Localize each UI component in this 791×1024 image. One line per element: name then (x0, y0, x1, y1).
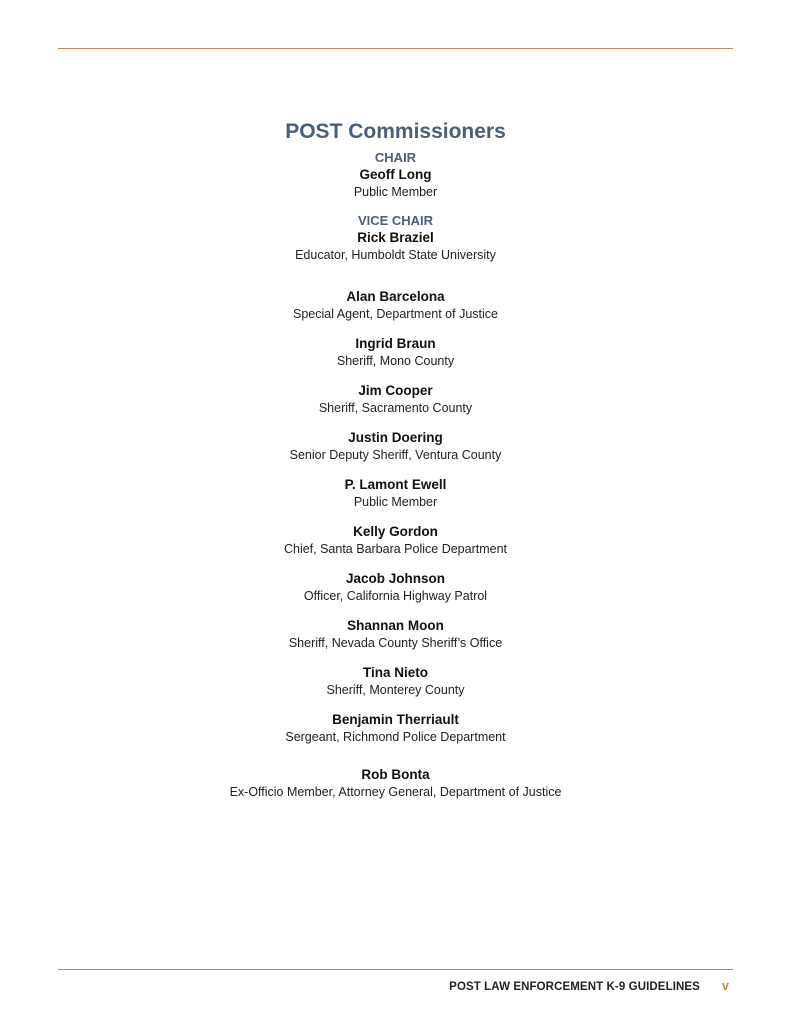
member-name: Jim Cooper (358, 383, 433, 398)
member-entry (0, 664, 791, 699)
member-name: Rob Bonta (361, 767, 430, 782)
member-name: Jacob Johnson (345, 571, 445, 586)
member-name: Tina Nieto (362, 665, 428, 680)
member-entry (0, 382, 791, 417)
member-title: Special Agent, Department of Justice (293, 307, 498, 321)
member-entry (0, 429, 791, 464)
member-entry (0, 523, 791, 558)
member-name: Ingrid Braun (355, 336, 436, 351)
role-label-chair: CHAIR (374, 150, 417, 165)
member-name: Kelly Gordon (353, 524, 438, 539)
member-title: Public Member (353, 185, 438, 199)
ex-officio-entry (0, 766, 791, 801)
member-title: Public Member (353, 495, 438, 509)
member-name: Benjamin Therriault (332, 712, 459, 727)
member-title: Sheriff, Mono County (336, 354, 455, 368)
member-name: Shannan Moon (347, 618, 444, 633)
member-entry (0, 570, 791, 605)
member-title: Chief, Santa Barbara Police Department (283, 542, 508, 556)
member-title: Officer, California Highway Patrol (303, 589, 488, 603)
page-footer (449, 979, 729, 993)
member-entry (0, 711, 791, 746)
member-title: Sheriff, Nevada County Sheriff’s Office (288, 636, 503, 650)
member-title: Ex-Officio Member, Attorney General, Department of Justice (229, 785, 562, 799)
member-name: Alan Barcelona (346, 289, 445, 304)
member-title: Sheriff, Sacramento County (318, 401, 473, 415)
member-name: Justin Doering (348, 430, 443, 445)
member-name: Rick Braziel (357, 230, 434, 245)
member-entry (0, 288, 791, 323)
member-entry (0, 335, 791, 370)
member-title: Educator, Humboldt State University (295, 248, 496, 262)
header-rule (58, 48, 733, 49)
footer-rule (58, 969, 733, 970)
role-label-vice-chair: VICE CHAIR (357, 213, 434, 228)
member-title: Senior Deputy Sheriff, Ventura County (289, 448, 502, 462)
footer-text: POST LAW ENFORCEMENT K-9 GUIDELINES (449, 981, 700, 993)
commissioners-list (0, 118, 791, 813)
chair-block (0, 150, 791, 201)
page-title: POST Commissioners (285, 120, 506, 143)
member-title: Sergeant, Richmond Police Department (285, 730, 506, 744)
member-name: Geoff Long (359, 167, 432, 182)
vice-chair-block (0, 213, 791, 264)
member-name: P. Lamont Ewell (344, 477, 447, 492)
member-title: Sheriff, Monterey County (326, 683, 465, 697)
member-entry (0, 476, 791, 511)
page-number: v (721, 979, 729, 993)
member-entry (0, 617, 791, 652)
